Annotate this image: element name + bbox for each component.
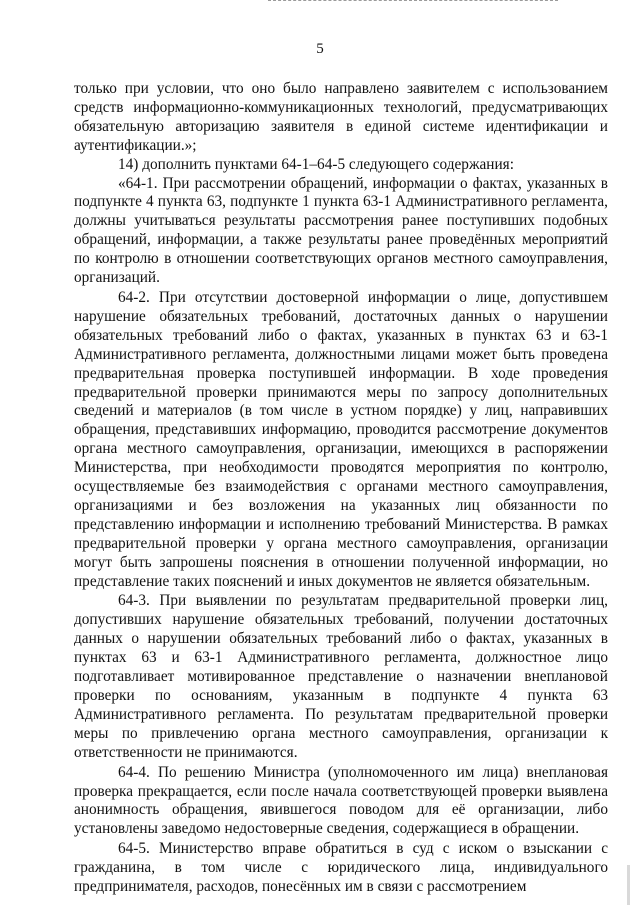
paragraph-item-14: 14) дополнить пунктами 64-1–64-5 следующего содержания: <box>118 155 514 173</box>
document-body <box>74 80 608 897</box>
scan-edge-mark <box>268 0 558 3</box>
paragraph-64-4: 64-4. По решению Министра (уполномоченного им лица) внеплановая проверка прекращается, если после начала соответствующей проверки выявлена анонимность обращения, явившегося поводом для её организации, либо установлены заведомо недостоверные сведения, содержащиеся в обращении. <box>74 763 608 838</box>
paragraph-64-3: 64-3. При выявлении по результатам предварительной проверки лиц, допустивших нарушение обязательных требований, получении достаточных данных о нарушении обязательных требований либо о фактах, указанных в пунктах 63 и 63-1 Административного регламента, должностное лицо подготавливает мотивированное представление о назначении внеплановой проверки по основаниям, указанным в подпункте 4 пункта 63 Административного регламента. По результатам предварительной проверки меры по привлечению органа местного самоуправления, организации к ответственности не принимаются. <box>74 592 608 761</box>
page-number: 5 <box>316 41 324 57</box>
paragraph-64-2: 64-2. При отсутствии достоверной информации о лице, допустившем нарушение обязательных требований, достаточных данных о нарушении обязательных требований либо о фактах, указанных в пунктах 63 и 63-1 Административного регламента, должностными лицами может быть проведена предварительная проверка поступившей информации. В ходе проведения предварительной проверки принимаются меры по запросу дополнительных сведений и материалов (в том числе в устном порядке) у лиц, направивших обращения, представивших информацию, проводится рассмотрение документов органа местного самоуправления, организации, имеющихся в распоряжении Министерства, при необходимости проводятся мероприятия по контролю, осуществляемые без взаимодействия с органами местного самоуправления, организациями и без возложения на указанных лиц обязанности по представлению информации и исполнению требований Министерства. В рамках предварительной проверки у органа местного самоуправления, организации могут быть запрошены пояснения в отношении полученной информации, но представление таких пояснений и иных документов не является обязательным. <box>74 288 608 590</box>
paragraph-64-1: «64-1. При рассмотрении обращений, информации о фактах, указанных в подпункте 4 пункта 63, подпункте 1 пункта 63-1 Административного регламента, должны учитываться результаты рассмотрения ранее поступивших подобных обращений, информации, а также результаты ранее проведённых мероприятий по контролю в отношении соответствующих органов местного самоуправления, организаций. <box>74 174 608 287</box>
paragraph-64-5: 64-5. Министерство вправе обратиться в суд с иском о взыскании с гражданина, в том числе с юридического лица, индивидуального предпринимателя, расходов, понесённых им в связи с рассмотрением <box>74 840 608 896</box>
paragraph-continuation: только при условии, что оно было направлено заявителем с использованием средств информационно-коммуникационных технологий, предусматривающих обязательную авторизацию заявителя в единой системе идентификации и аутентификации.»; <box>74 80 608 154</box>
scan-edge-shadow <box>627 865 630 905</box>
